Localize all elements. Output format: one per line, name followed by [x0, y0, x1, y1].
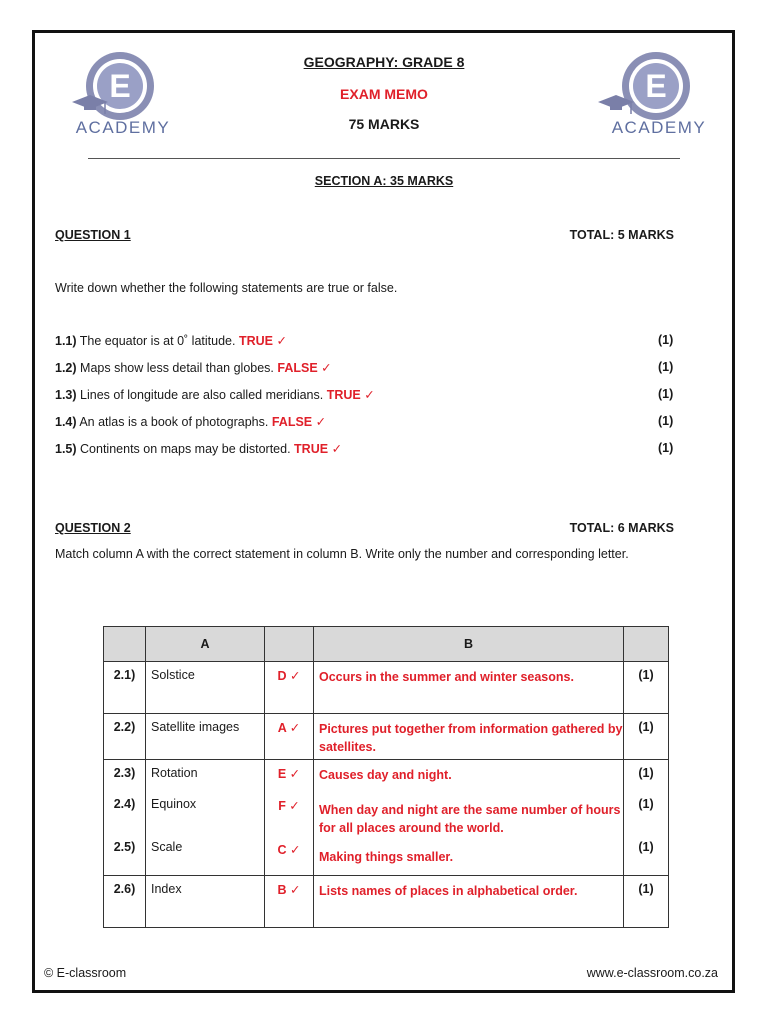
- item-mark: (1): [658, 414, 674, 428]
- question-item: 1.1) The equator is at 0˚ latitude. TRUE ✓: [55, 334, 287, 348]
- item-mark: (1): [658, 360, 674, 374]
- question-2-label: QUESTION 2: [55, 521, 131, 535]
- question-2-total: TOTAL: 6 MARKS: [569, 521, 674, 535]
- academy-logo-left: [58, 50, 178, 150]
- check-icon: ✓: [331, 442, 343, 456]
- footer-copyright: © E-classroom: [44, 966, 127, 980]
- check-icon: ✓: [364, 388, 375, 402]
- table-row: 2.6) Index B ✓ Lists names of places in alphabetical order. (1): [104, 876, 669, 928]
- question-1-total: TOTAL: 5 MARKS: [569, 228, 674, 242]
- question-1-instruction: Write down whether the following statements are true or false.: [55, 281, 398, 295]
- total-marks: 75 MARKS: [348, 116, 420, 132]
- question-item: 1.2) Maps show less detail than globes. FALSE ✓: [55, 361, 332, 375]
- column-a-header: A: [146, 627, 265, 662]
- matching-table: [103, 626, 669, 928]
- footer-website: www.e-classroom.co.za: [586, 966, 718, 980]
- question-item: 1.3) Lines of longitude are also called meridians. TRUE ✓: [55, 388, 375, 402]
- check-icon: ✓: [321, 361, 332, 375]
- item-mark: (1): [658, 441, 674, 455]
- svg-text:E: E: [109, 68, 131, 104]
- table-header-row: [104, 627, 669, 662]
- section-heading: SECTION A: 35 MARKS: [314, 174, 454, 188]
- question-1-label: QUESTION 1: [55, 228, 131, 242]
- check-icon: ✓: [315, 415, 327, 429]
- column-b-header: B: [314, 627, 624, 662]
- item-mark: (1): [658, 333, 674, 347]
- page-title: GEOGRAPHY: GRADE 8: [303, 54, 465, 70]
- academy-logo-text: ACADEMY: [75, 118, 171, 137]
- check-icon: ✓: [276, 334, 287, 348]
- item-mark: (1): [658, 387, 674, 401]
- header-divider: [88, 158, 680, 159]
- question-2-instruction: Match column A with the correct statement in column B. Write only the number and corresponding letter.: [55, 547, 629, 561]
- table-row: 2.1) Solstice D ✓ Occurs in the summer and winter seasons. (1): [104, 662, 669, 714]
- question-item: 1.5) Continents on maps may be distorted. TRUE ✓: [55, 442, 343, 456]
- question-item: 1.4) An atlas is a book of photographs. FALSE ✓: [55, 415, 327, 429]
- academy-logo-text: ACADEMY: [611, 118, 707, 137]
- svg-text:E: E: [645, 68, 667, 104]
- memo-heading: EXAM MEMO: [340, 86, 428, 102]
- academy-logo-right: [594, 50, 714, 150]
- table-row-group: 2.3) 2.4) 2.5) Rotation Equinox Scale E ✓ F ✓ C ✓ Causes day and night. When day and night are the same number of hours for all places around the world. Making things smaller. (1) (1) (1): [104, 760, 669, 876]
- table-row: 2.2) Satellite images A ✓ Pictures put together from information gathered by satellites. (1): [104, 714, 669, 760]
